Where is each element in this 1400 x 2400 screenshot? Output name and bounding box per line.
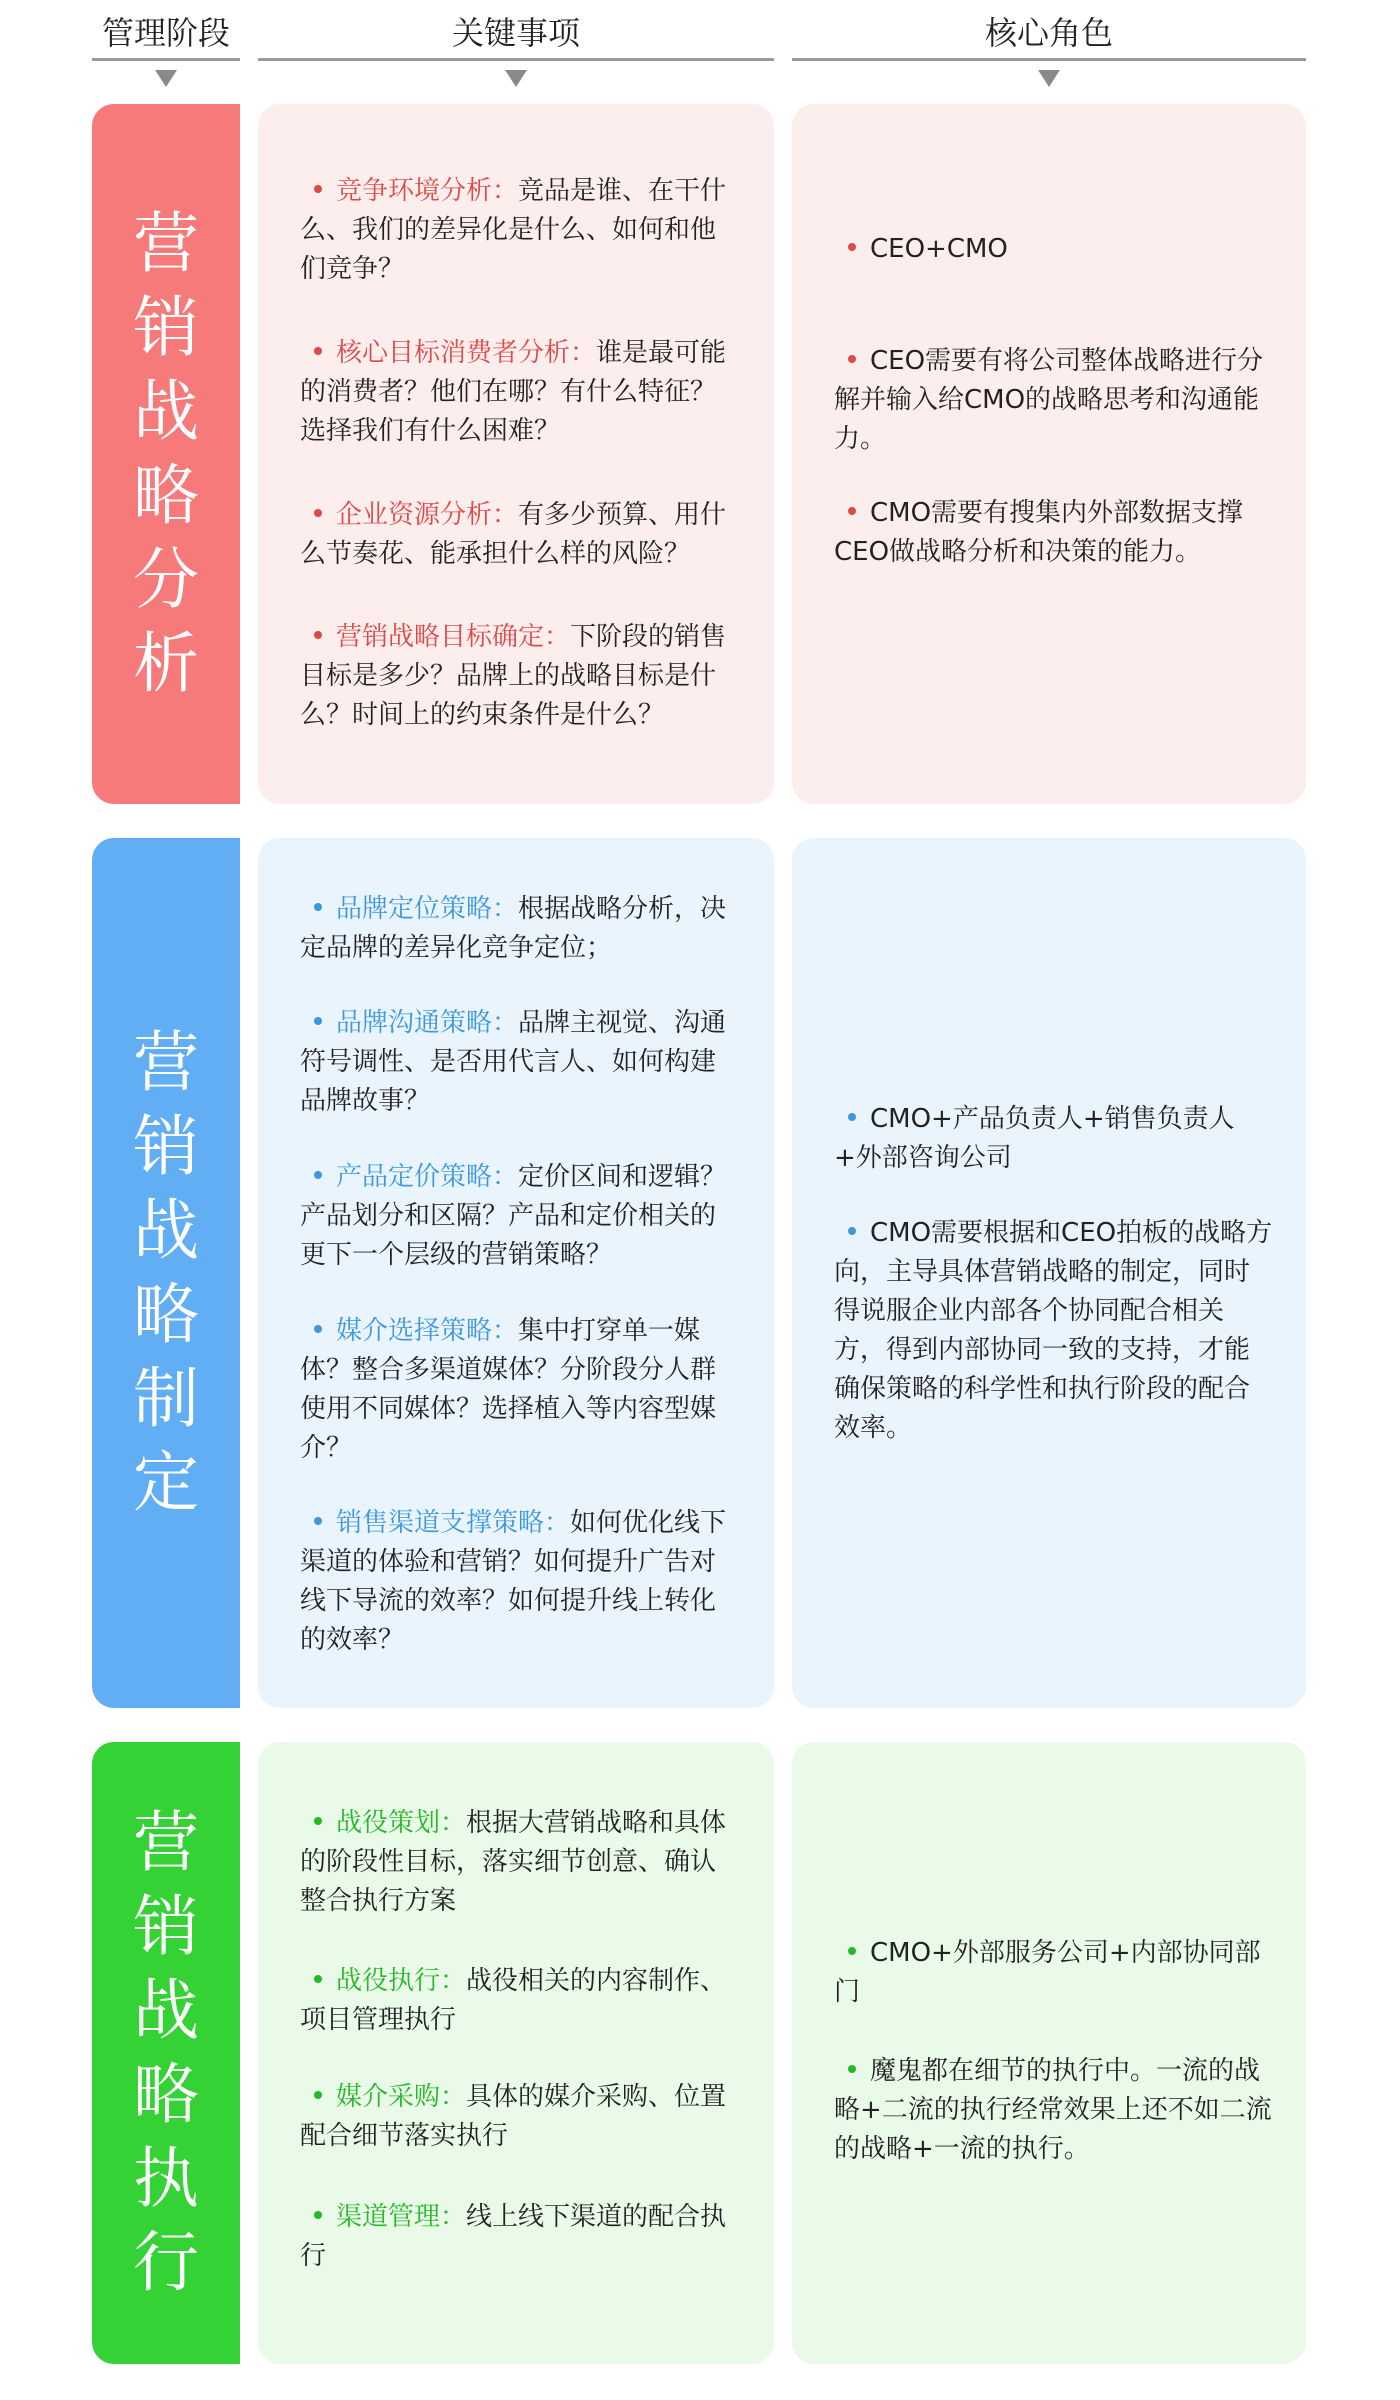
bullet-dot-icon [314,2211,322,2219]
key-item: 媒介选择策略：集中打穿单一媒体？整合多渠道媒体？分阶段分人群使用不同媒体？选择植入等内容型媒介？ [300,1316,717,1463]
role-item: CMO+产品负责人+销售负责人+外部咨询公司 [834,1104,1235,1173]
key-item: 企业资源分析：有多少预算、用什么节奏花、能承担什么样的风险？ [300,500,727,569]
bullet-dot-icon [848,355,856,363]
bullet-dot-icon [848,243,856,251]
header-items-divider [258,58,774,61]
key-items-panel [258,104,774,804]
role-item: CMO需要根据和CEO拍板的战略方向，主导具体营销战略的制定，同时得说服企业内部各个协同配合相关方，得到内部协同一致的支持，才能确保策略的科学性和执行阶段的配合效率。 [834,1218,1273,1443]
stage-label [92,1742,240,2364]
column-header-row [0,0,1400,110]
header-stage: 管理阶段 [101,14,230,52]
key-item: 营销战略目标确定：下阶段的销售目标是多少？品牌上的战略目标是什么？时间上的约束条件是什么？ [300,622,727,730]
key-item: 品牌定位策略：根据战略分析，决定品牌的差异化竞争定位； [300,894,727,963]
stage-label-text: 营 销 战 略 制 定 [133,1024,199,1521]
core-roles-panel [792,1742,1306,2364]
bullet-dot-icon [314,1171,322,1179]
bullet-dot-icon [848,1227,856,1235]
header-roles: 核心角色 [984,14,1113,52]
key-item: 媒介采购：具体的媒介采购、位置配合细节落实执行 [300,2082,727,2151]
header-items: 关键事项 [451,14,580,52]
stage-label-text: 营 销 战 略 分 析 [133,205,199,702]
core-roles-panel [792,838,1306,1708]
bullet-dot-icon [848,507,856,515]
stage-strategy-execution [0,1742,1400,2364]
bullet-dot-icon [314,347,322,355]
key-item: 竞争环境分析：竞品是谁、在干什么、我们的差异化是什么、如何和他们竞争？ [300,176,727,284]
bullet-dot-icon [314,1517,322,1525]
stage-label [92,838,240,1708]
bullet-dot-icon [314,1817,322,1825]
key-item: 品牌沟通策略：品牌主视觉、沟通符号调性、是否用代言人、如何构建品牌故事？ [300,1008,727,1116]
key-item: 战役执行：战役相关的内容制作、项目管理执行 [300,1966,727,2035]
stage-label [92,104,240,804]
bullet-dot-icon [848,1947,856,1955]
stage-strategy-formulation [0,838,1400,1708]
header-roles-divider [792,58,1306,61]
role-item: CMO+外部服务公司+内部协同部门 [834,1938,1261,2007]
key-item: 产品定价策略：定价区间和逻辑？产品划分和区隔？产品和定价相关的更下一个层级的营销策略？ [300,1162,727,1270]
header-stage-divider [92,58,240,61]
role-item: CEO+CMO [834,230,1274,269]
bullet-dot-icon [314,1017,322,1025]
key-items-panel [258,838,774,1708]
key-item: 核心目标消费者分析：谁是最可能的消费者？他们在哪？有什么特征？选择我们有什么困难？ [300,338,727,446]
bullet-dot-icon [314,631,322,639]
bullet-dot-icon [314,1325,322,1333]
bullet-dot-icon [848,1113,856,1121]
role-item: 魔鬼都在细节的执行中。一流的战略+二流的执行经常效果上还不如二流的战略+一流的执行。 [834,2056,1272,2164]
key-item: 销售渠道支撑策略：如何优化线下渠道的体验和营销？如何提升广告对线下导流的效率？如何提升线上转化的效率？ [300,1508,727,1655]
bullet-dot-icon [314,2091,322,2099]
triangle-down-icon [155,70,177,87]
key-item: 渠道管理：线上线下渠道的配合执行 [300,2202,727,2271]
bullet-dot-icon [314,185,322,193]
core-roles-panel [792,104,1306,804]
bullet-dot-icon [314,509,322,517]
role-item: CEO需要有将公司整体战略进行分解并输入给CMO的战略思考和沟通能力。 [834,346,1264,454]
stage-strategy-analysis [0,104,1400,804]
triangle-down-icon [505,70,527,87]
stage-label-text: 营 销 战 略 执 行 [133,1804,199,2301]
bullet-dot-icon [314,903,322,911]
bullet-dot-icon [848,2065,856,2073]
role-item: CMO需要有搜集内外部数据支撑CEO做战略分析和决策的能力。 [834,498,1244,567]
triangle-down-icon [1038,70,1060,87]
key-items-panel [258,1742,774,2364]
key-item: 战役策划：根据大营销战略和具体的阶段性目标，落实细节创意、确认整合执行方案 [300,1808,727,1916]
bullet-dot-icon [314,1975,322,1983]
